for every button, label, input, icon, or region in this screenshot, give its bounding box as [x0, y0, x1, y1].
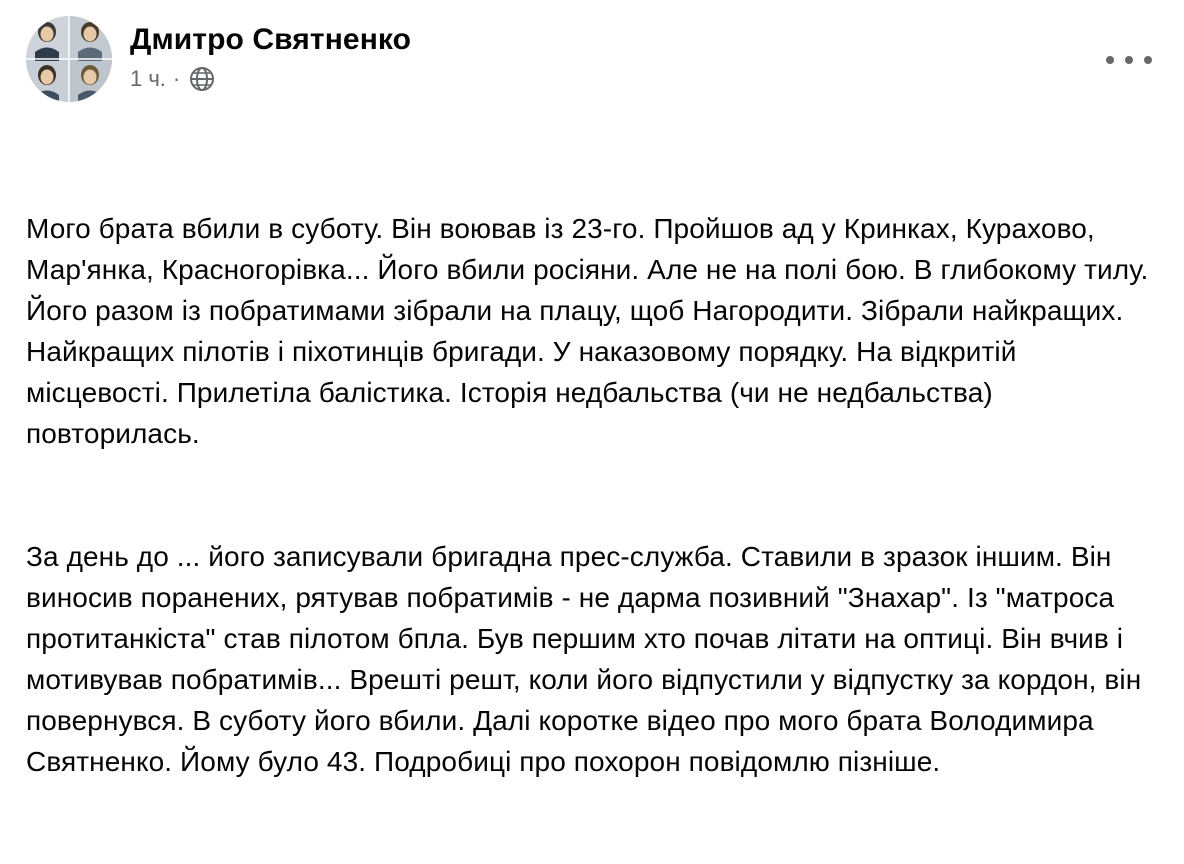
author-name[interactable]: Дмитро Святненко	[130, 23, 412, 56]
post-timestamp[interactable]: 1 ч.	[130, 66, 166, 91]
meta-separator: ·	[172, 66, 181, 91]
post-header	[26, 16, 1158, 112]
user-avatar-icon	[26, 16, 112, 102]
ellipsis-icon-dot	[1144, 56, 1152, 64]
globe-icon[interactable]	[189, 66, 215, 92]
post-header-text	[130, 16, 411, 92]
post-paragraph: За день до ... його записували бригадна прес-служба. Ставили в зразок іншим. Він виносив поранених, рятував побратимів - не дарма позивний "Знахар". Із "матроса протитанкіста" став пілотом бпла. Був першим хто почав літати на оптиці. Він вчив і мотивував побратимів... Врешті решт, коли його відпустили у відпустку за кордон, він повернувся. В суботу його вбили. Далі коротке відео про мого брата Володимира Святненко. Йому було 43. Подробиці про похорон повідомлю пізніше.	[26, 541, 1150, 777]
ellipsis-icon-dot	[1106, 56, 1114, 64]
post-meta	[130, 66, 411, 92]
avatar[interactable]	[26, 16, 112, 102]
post-body	[26, 126, 1158, 864]
ellipsis-icon-dot	[1125, 56, 1133, 64]
post-paragraph: Мого брата вбили в суботу. Він воював із 23-го. Пройшов ад у Кринках, Курахово, Мар'янка, Красногорівка... Його вбили росіяни. Але не на полі бою. В глибокому тилу. Його разом із побратимами зібрали на плацу, щоб Нагородити. Зібрали найкращих. Найкращих пілотів і піхотинців бригади. У наказовому порядку. На відкритій місцевості. Прилетіла балістика. Історія недбальства (чи не недбальства) повторилась.	[26, 213, 1157, 449]
more-options-button[interactable]	[1106, 46, 1152, 74]
